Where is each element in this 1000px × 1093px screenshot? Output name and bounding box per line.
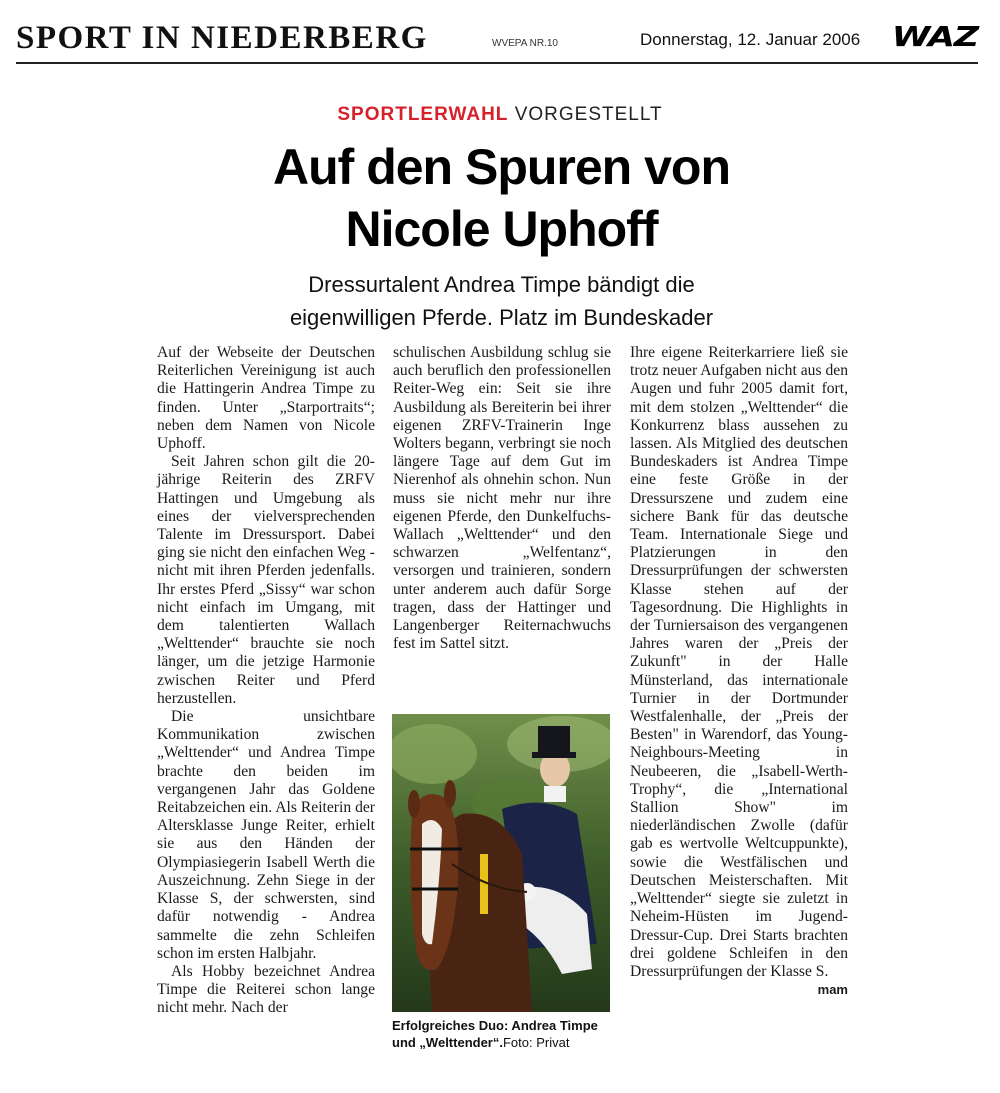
kicker-rest: VORGESTELLT <box>514 104 663 125</box>
subhead-line-1: Dressurtalent Andrea Timpe bändigt die <box>308 272 695 297</box>
headline-line-1: Auf den Spuren von <box>273 139 730 195</box>
article-column-1 <box>157 344 375 1018</box>
photo-illustration <box>392 714 610 1012</box>
kicker <box>0 104 1000 126</box>
paragraph: Auf der Webseite der Deutschen Reiterlichen Vereinigung ist auch die Hattingerin Andrea Timpe zu finden. Unter „Starportraits“; neben dem Namen von Nicole Uphoff. <box>157 344 375 453</box>
paragraph: schulischen Ausbildung schlug sie auch beruflich den professionellen Reiter-Weg ein: Seit sie ihre Ausbildung als Bereiterin bei ihrer eigenen ZRFV-Trainerin Inge Wolters begann, verbringt sie noch längere Tage auf dem Gut im Nierenhof als ohnehin schon. Nun muss sie nicht mehr nur ihre eigenen Pferde, den Dunkelfuchs-Wallach „Welttender“ und den schwarzen „Welfentanz“, versorgen und trainieren, sondern unter anderem auch dafür Sorge tragen, dass der Hattinger und Langenberger Reiternachwuchs fest im Sattel sitzt. <box>393 344 611 653</box>
subheadline <box>0 268 1000 334</box>
caption-credit: Foto: Privat <box>502 1035 570 1050</box>
waz-logo: WAZ <box>891 20 978 53</box>
caption-text: Erfolgreiches Duo: Andrea Timpe und „Welttender“. <box>392 1018 598 1050</box>
issue-number: WVEPA NR.10 <box>492 38 558 49</box>
article-column-2 <box>393 344 611 653</box>
kicker-highlight: SPORTLERWAHL <box>337 104 509 125</box>
article-column-3 <box>630 344 848 999</box>
photo-caption <box>392 1017 612 1051</box>
subhead-line-2: eigenwilligen Pferde. Platz im Bundeskader <box>289 305 714 330</box>
author-initials: mam <box>817 982 848 998</box>
paragraph: Als Hobby bezeichnet Andrea Timpe die Reiterei schon lange nicht mehr. Nach der <box>157 962 375 1017</box>
headline-line-2: Nicole Uphoff <box>345 201 658 257</box>
rider-horse-photo <box>392 714 610 1012</box>
section-title: SPORT IN NIEDERBERG <box>16 20 428 56</box>
headline <box>0 136 1000 260</box>
paragraph: Seit Jahren schon gilt die 20-jährige Reiterin des ZRFV Hattingen und Umgebung als eines der vielversprechenden Talente im Dressursport. Dabei ging sie nicht den einfachen Weg - nicht mit ihren Pferden jedenfalls. Ihr erstes Pferd „Sissy“ war schon nicht einfach im Umgang, mit dem talentierten Wallach „Welttender“ brauchte sie noch länger, um die jetzige Harmonie zwischen Reiter und Pferd herzustellen. <box>157 453 375 707</box>
page-header <box>16 18 978 64</box>
paragraph: Die unsichtbare Kommunikation zwischen „Welttender“ und Andrea Timpe brachte den beiden im vergangenen Jahr das Goldene Reitabzeichen ein. Als Reiterin der Altersklasse Junge Reiter, erhielt sie aus den Händen der Olympiasiegerin Isabell Werth die Auszeichnung. Zehn Siege in der Klasse S, der schwersten, sind dafür notwendig - Andrea sammelte die zehn Schleifen schon im ersten Halbjahr. <box>157 708 375 962</box>
issue-date: Donnerstag, 12. Januar 2006 <box>640 30 861 49</box>
paragraph: Ihre eigene Reiterkarriere ließ sie trotz neuer Aufgaben nicht aus den Augen und fuhr 2005 damit fort, mit dem stolzen „Welttender“ die Konkurrenz blass aussehen zu lassen. Als Mitglied des deutschen Bundeskaders ist Andrea Timpe eine feste Größe in der Dressurszene und zudem eine sichere Bank für das deutsche Team. Internationale Siege und Platzierungen in den Dressurprüfungen der schwersten Klasse stehen auf der Tagesordnung. Die Highlights in der Turniersaison des vergangenen Jahres waren der „Preis der Zukunft" in der Halle Münsterland, das internationale Turnier in der Dortmunder Westfalenhalle, der „Preis der Besten" in Warendorf, das Young-Neighbours-Meeting in Neubeeren, die „Isabell-Werth-Trophy“, die „International Stallion Show" im niederländischen Zwolle (dafür gab es wertvolle Weltcuppunkte), sowie die Westfälischen und Deutschen Meisterschaften. Mit „Welttender“ siegte sie zuletzt in Neheim-Hüsten im Jugend-Dressur-Cup. Drei Starts brachten drei goldene Schleifen in den Dressurprüfungen der Klasse S. <box>630 344 848 980</box>
